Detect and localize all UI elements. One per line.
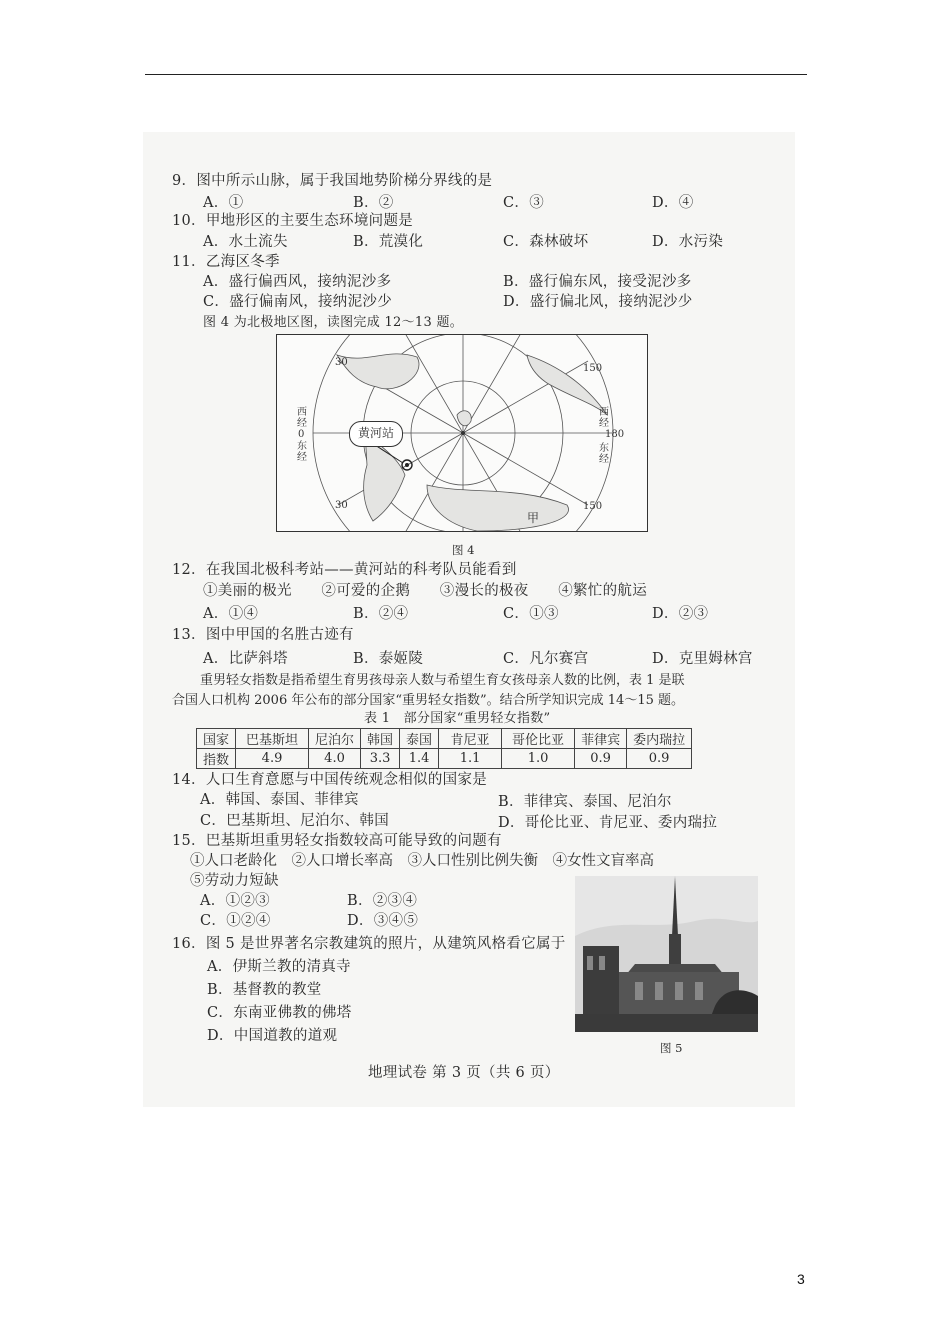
cathedral-illustration <box>575 876 758 1032</box>
map-label-west-longitude: 西经 <box>297 407 307 429</box>
map-label-180: 180 <box>605 429 625 440</box>
q11-option-b: B．盛行偏东风，接受泥沙多 <box>503 274 692 290</box>
map-label-30-top: 30 <box>335 357 348 368</box>
q13-stem: 13．图中甲国的名胜古迹有 <box>172 627 354 643</box>
q9-option-c: C．③ <box>503 195 544 211</box>
table-cell: 韩国 <box>361 729 400 749</box>
page-number: 3 <box>797 1271 805 1287</box>
table-cell: 1.1 <box>439 749 502 769</box>
q10-option-a: A．水土流失 <box>203 234 288 250</box>
q12-option-c: C．①③ <box>503 606 559 622</box>
fig4-caption: 图 4 <box>452 543 475 557</box>
station-label-huanghe: 黄河站 <box>349 421 403 447</box>
table-cell: 4.9 <box>236 749 309 769</box>
table-cell: 哥伦比亚 <box>502 729 575 749</box>
q13-option-c: C．凡尔赛宫 <box>503 651 589 667</box>
table-cell: 0.9 <box>575 749 627 769</box>
q11-option-a: A．盛行偏西风，接纳泥沙多 <box>203 274 392 290</box>
q15-option-b: B．②③④ <box>347 893 418 909</box>
landmass-greenland <box>337 354 419 389</box>
q9-option-b: B．② <box>353 195 394 211</box>
q14-option-d: D．哥伦比亚、肯尼亚、委内瑞拉 <box>498 815 718 831</box>
q15-option-d: D．③④⑤ <box>347 913 419 929</box>
q11-option-d: D．盛行偏北风，接纳泥沙少 <box>503 294 693 310</box>
q11-option-c: C．盛行偏南风，接纳泥沙少 <box>203 294 392 310</box>
q12-option-b: B．②④ <box>353 606 409 622</box>
landmass-island <box>457 411 471 426</box>
table-cell: 尼泊尔 <box>309 729 361 749</box>
page-footer: 地理试卷 第 3 页（共 6 页） <box>368 1065 560 1081</box>
arctic-map-figure <box>276 334 648 532</box>
landmass-siberia <box>427 485 569 531</box>
table-cell: 菲律宾 <box>575 729 627 749</box>
header-rule <box>145 74 807 75</box>
table-intro-line1: 重男轻女指数是指希望生育男孩母亲人数与希望生育女孩母亲人数的比例，表 1 是联 <box>200 673 685 688</box>
map-label-west-longitude-right: 西经 <box>599 407 609 429</box>
q16-option-a: A．伊斯兰教的清真寺 <box>207 959 351 975</box>
fig5-caption: 图 5 <box>660 1041 683 1055</box>
table-cell: 委内瑞拉 <box>627 729 692 749</box>
q13-option-d: D．克里姆林宫 <box>652 651 753 667</box>
table-cell: 国家 <box>197 729 236 749</box>
q14-option-c: C．巴基斯坦、尼泊尔、韩国 <box>200 813 389 829</box>
map-label-150-top: 150 <box>583 363 603 374</box>
q12-option-a: A．①④ <box>203 606 259 622</box>
table-row <box>197 729 692 749</box>
north-pole-dot <box>461 431 465 435</box>
q15-items-line1: ①人口老龄化 ②人口增长率高 ③人口性别比例失衡 ④女性文盲率高 <box>190 853 654 869</box>
q11-stem: 11．乙海区冬季 <box>172 254 280 270</box>
table-row <box>197 749 692 769</box>
q15-stem: 15．巴基斯坦重男轻女指数较高可能导致的问题有 <box>172 833 502 849</box>
q15-items-line2: ⑤劳动力短缺 <box>190 873 279 889</box>
map-label-150-bottom: 150 <box>583 501 603 512</box>
q16-option-d: D．中国道教的道观 <box>207 1028 338 1044</box>
q14-option-b: B．菲律宾、泰国、尼泊尔 <box>498 794 672 810</box>
q16-stem: 16．图 5 是世界著名宗教建筑的照片，从建筑风格看它属于 <box>172 936 566 952</box>
q13-option-a: A．比萨斜塔 <box>203 651 288 667</box>
table-cell: 泰国 <box>400 729 439 749</box>
q10-option-d: D．水污染 <box>652 234 724 250</box>
table-cell: 4.0 <box>309 749 361 769</box>
q15-option-a: A．①②③ <box>200 893 270 909</box>
map-label-east-longitude-right: 东经 <box>599 443 609 465</box>
q13-option-b: B．泰姬陵 <box>353 651 424 667</box>
table-cell: 巴基斯坦 <box>236 729 309 749</box>
q10-stem: 10．甲地形区的主要生态环境问题是 <box>172 213 414 229</box>
table-cell: 1.0 <box>502 749 575 769</box>
q14-stem: 14．人口生育意愿与中国传统观念相似的国家是 <box>172 772 488 788</box>
q12-stem: 12．在我国北极科考站——黄河站的科考队员能看到 <box>172 562 517 578</box>
q14-option-a: A．韩国、泰国、菲律宾 <box>200 792 359 808</box>
table-intro-line2: 合国人口机构 2006 年公布的部分国家“重男轻女指数”。结合所学知识完成 14～15 题。 <box>172 693 684 708</box>
table-cell: 肯尼亚 <box>439 729 502 749</box>
map-label-0: 0 <box>298 429 305 440</box>
table-cell: 1.4 <box>400 749 439 769</box>
index-table <box>196 728 692 769</box>
table-cell: 指数 <box>197 749 236 769</box>
table-caption: 表 1 部分国家“重男轻女指数” <box>364 711 551 726</box>
q10-option-c: C．森林破坏 <box>503 234 589 250</box>
map-label-jia: 甲 <box>527 511 540 525</box>
table-cell: 3.3 <box>361 749 400 769</box>
q9-option-d: D．④ <box>652 195 694 211</box>
cathedral-photo <box>575 876 758 1032</box>
station-dot <box>405 463 409 467</box>
fig4-intro: 图 4 为北极地区图，读图完成 12～13 题。 <box>203 315 464 330</box>
map-label-30-bottom: 30 <box>335 500 348 511</box>
table-cell: 0.9 <box>627 749 692 769</box>
q10-option-b: B．荒漠化 <box>353 234 424 250</box>
q12-option-d: D．②③ <box>652 606 709 622</box>
q9-stem: 9．图中所示山脉，属于我国地势阶梯分界线的是 <box>172 173 493 189</box>
q15-option-c: C．①②④ <box>200 913 271 929</box>
q12-items: ①美丽的极光 ②可爱的企鹅 ③漫长的极夜 ④繁忙的航运 <box>203 583 647 599</box>
map-label-east-longitude: 东经 <box>297 441 307 463</box>
q16-option-b: B．基督教的教堂 <box>207 982 322 998</box>
q16-option-c: C．东南亚佛教的佛塔 <box>207 1005 352 1021</box>
q9-option-a: A．① <box>203 195 244 211</box>
